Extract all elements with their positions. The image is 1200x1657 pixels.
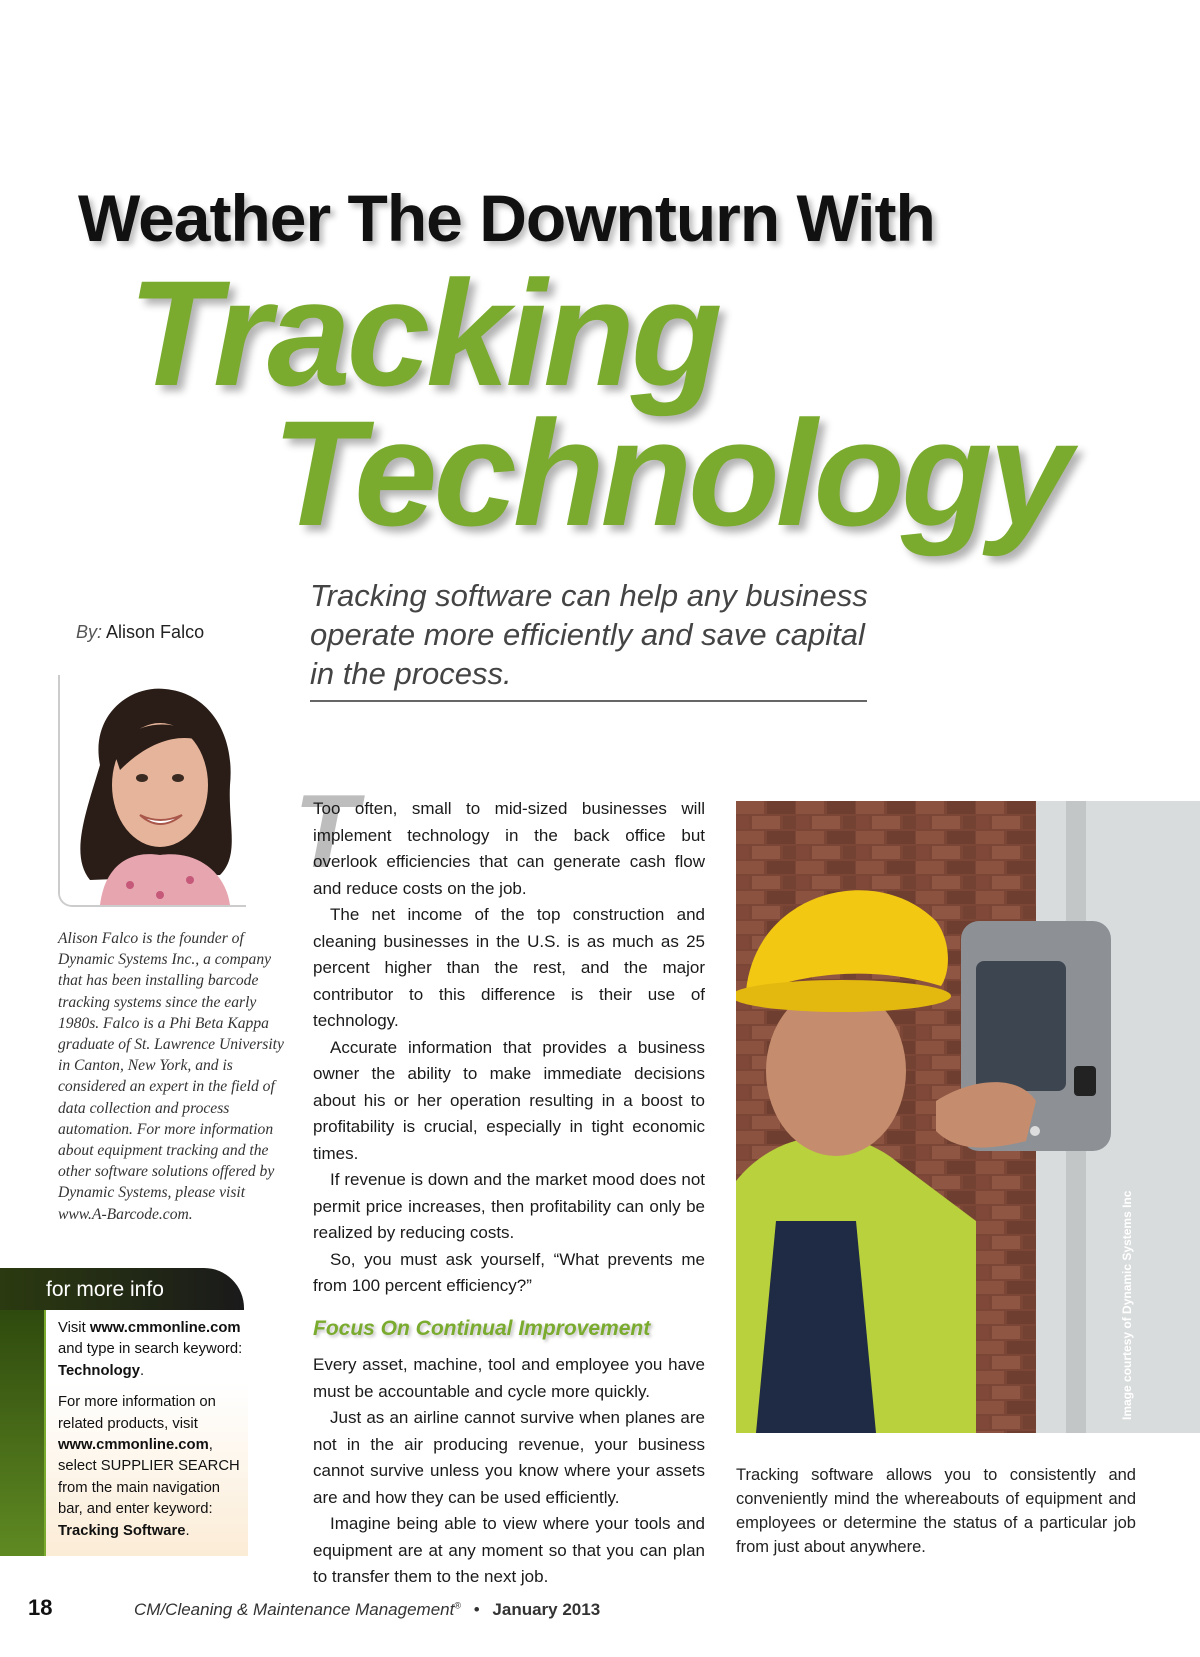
subtitle-divider [310,700,867,702]
info-keyword: Tracking Software [58,1522,186,1539]
article-paragraph: Imagine being able to view where your tools and equipment are at any moment so that you can plan to transfer them to the next job. [313,1514,705,1586]
info-text: For more information on related products, visit [58,1394,216,1432]
byline [76,622,204,643]
info-box-title: for more info [46,1278,164,1301]
publication-name: CM/Cleaning & Maintenance Management [134,1600,455,1619]
info-paragraph-1 [58,1318,244,1382]
drop-cap: T [294,774,358,890]
article-paragraph: If revenue is down and the market mood does not permit price increases, then profitability can only be realized by reducing costs. [313,1170,705,1242]
photo-caption: Tracking software allows you to consistently and conveniently mind the whereabouts of equipment and employees or determine the status of a particular job from just about anywhere. [736,1466,1136,1556]
info-link-url[interactable]: www.cmmonline.com [89,1320,241,1336]
footer-separator: • [473,1600,480,1619]
info-keyword: Technology [58,1362,140,1379]
info-text: Visit [58,1320,90,1336]
headline-line-3: Technology [272,389,1069,557]
info-link-url[interactable]: www.cmmonline.com [58,1437,209,1454]
article-paragraph: Too often, small to mid-sized businesses will implement technology in the back office but overlook efficiencies that can generate cash flow and reduce costs on the job. [313,799,705,898]
byline-prefix: By: [76,622,103,642]
info-box-text [58,1318,244,1552]
article-paragraph: So, you must ask yourself, “What prevents me from 100 percent efficiency?” [313,1249,705,1295]
page-number: 18 [28,1595,53,1620]
info-box-sidebar [0,1310,44,1556]
info-box-header [0,1268,244,1310]
info-text: . [185,1522,190,1539]
author-bio: Alison Falco is the founder of Dynamic Systems Inc., a company that has been installing barcode tracking systems since the early 1980s. Falco is a Phi Beta Kappa graduate of St. Lawrence University in Canton, New York, and is considered an expert in the field of data collection and process automation. For more information about equipment tracking and the other software solutions offered by Dynamic Systems, please visit www.A-Barcode.com. [58,930,284,1223]
article-body [313,796,705,1591]
footer [134,1600,600,1620]
article-paragraph: Accurate information that provides a business owner the ability to make immediate decisions about his or her operation resulting in a boost to profitability is crucial, especially in tight economic times. [313,1037,705,1163]
author-photo [58,675,246,907]
registered-mark: ® [454,1600,461,1611]
section-heading: Focus On Continual Improvement [313,1316,651,1340]
headline-line-2: Tracking [128,249,719,417]
info-text: , select SUPPLIER SEARCH from the main navigation bar, and enter keyword: [58,1437,240,1518]
headline-line-1: Weather The Downturn With [78,181,935,255]
info-text: . [139,1362,145,1379]
article-subtitle: Tracking software can help any business operate more efficiently and save capital in the process. [310,578,868,691]
article-paragraph: The net income of the top construction and cleaning businesses in the U.S. is as much as 25 percent higher than the rest, and the major contributor to this difference is their use of technology. [313,905,705,1030]
article-paragraph: Just as an airline cannot survive when planes are not in the air producing revenue, your business cannot survive unless you know where your assets are and how they can be used efficiently. [313,1408,705,1507]
issue-date: January 2013 [492,1600,601,1619]
info-text: and type in search keyword: [58,1341,243,1358]
article-paragraph: Every asset, machine, tool and employee you have must be accountable and cycle more quickly. [313,1355,705,1401]
info-paragraph-2 [58,1392,244,1542]
photo-credit: Image courtesy of Dynamic Systems Inc [1120,1190,1134,1420]
byline-author: Alison Falco [106,622,205,642]
